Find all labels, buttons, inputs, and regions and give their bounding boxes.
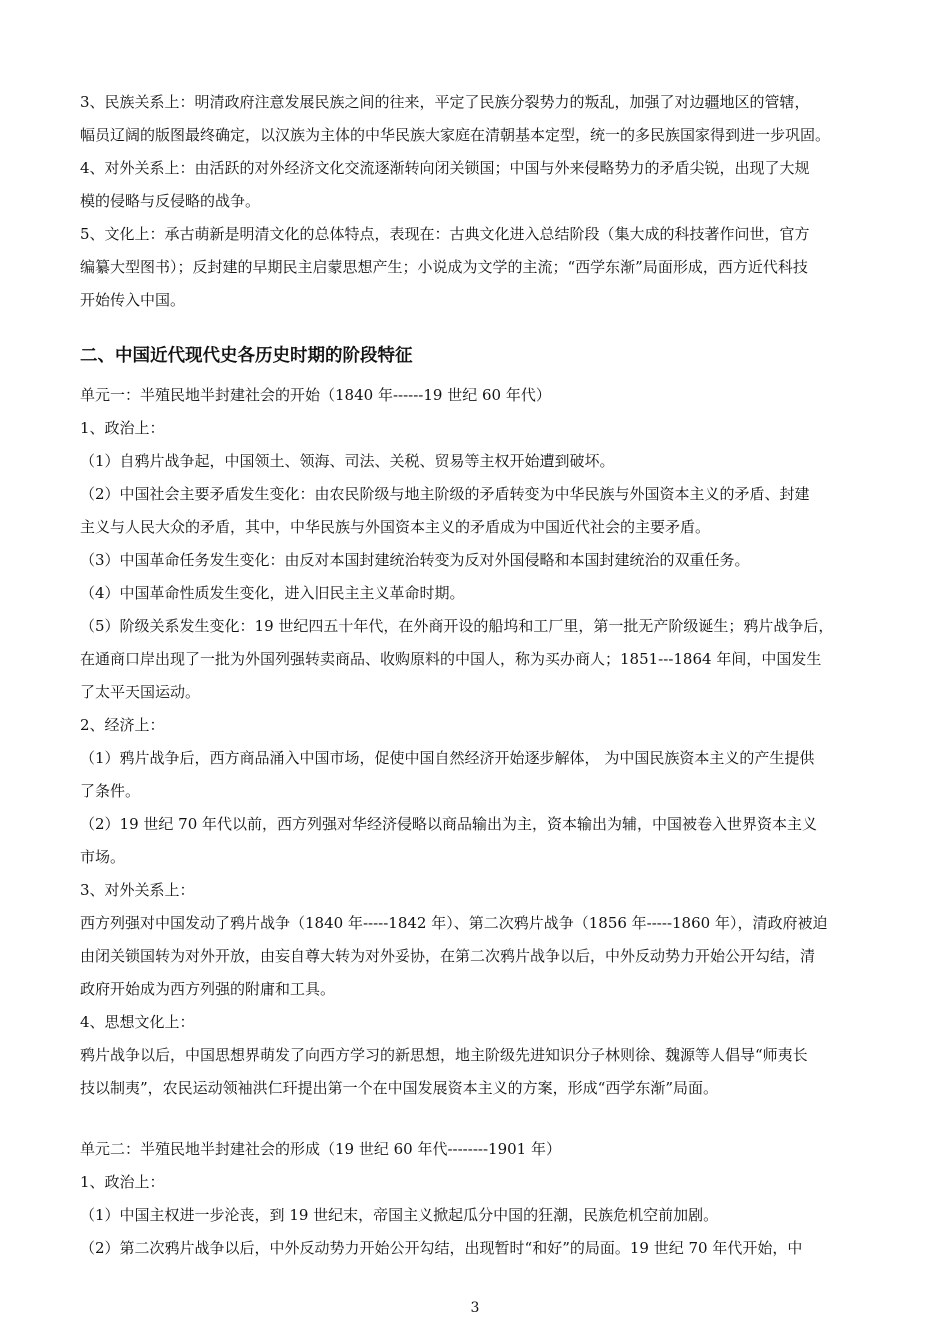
text-line: （1）中国主权进一步沦丧，到 19 世纪末，帝国主义掀起瓜分中国的狂潮，民族危机空前加剧。 [80,1206,719,1224]
text-line: 幅员辽阔的版图最终确定，以汉族为主体的中华民族大家庭在清朝基本定型，统一的多民族国家得到进一步巩固。 [80,126,831,144]
text-line: 2、经济上： [80,716,165,734]
text-line: 鸦片战争以后，中国思想界萌发了向西方学习的新思想，地主阶级先进知识分子林则徐、魏源等人倡导“师夷长 [80,1046,808,1064]
paragraph-ethnic-relations [80,86,874,152]
page-number: 3 [470,1300,480,1316]
paragraph-culture [80,218,874,317]
text-line: 市场。 [80,848,126,866]
text-line: （1）自鸦片战争起，中国领土、领海、司法、关税、贸易等主权开始遭到破坏。 [80,452,615,470]
text-line: 5、文化上：承古萌新是明清文化的总体特点，表现在：古典文化进入总结阶段（集大成的科技著作问世，官方 [80,225,810,243]
text-line: 编纂大型图书）；反封建的早期民主启蒙思想产生；小说成为文学的主流；“西学东渐”局面形成，西方近代科技 [80,258,808,276]
text-line: （1）鸦片战争后，西方商品涌入中国市场，促使中国自然经济开始逐步解体， 为中国民族资本主义的产生提供 [80,749,815,767]
text-line: 了太平天国运动。 [80,683,201,701]
unit-two [80,1133,874,1265]
text-line: 开始传入中国。 [80,291,186,309]
text-line: （2）第二次鸦片战争以后，中外反动势力开始公开勾结，出现暂时“和好”的局面。19 世纪 70 年代开始，中 [80,1239,803,1257]
text-line: 在通商口岸出现了一批为外国列强转卖商品、收购原料的中国人，称为买办商人；1851---1864 年间，中国发生 [80,650,822,668]
text-line: （4）中国革命性质发生变化，进入旧民主主义革命时期。 [80,584,465,602]
text-line: 西方列强对中国发动了鸦片战争（1840 年-----1842 年）、第二次鸦片战争（1856 年-----1860 年），清政府被迫 [80,914,828,932]
text-line: 1、政治上： [80,1173,165,1191]
unit-one [80,379,874,1105]
paragraph-foreign-relations [80,152,874,218]
text-line: 了条件。 [80,782,141,800]
text-line: 模的侵略与反侵略的战争。 [80,192,261,210]
text-line: 3、对外关系上： [80,881,195,899]
text-line: 1、政治上： [80,419,165,437]
text-line: 由闭关锁国转为对外开放，由妄自尊大转为对外妥协，在第二次鸦片战争以后，中外反动势力开始公开勾结，清 [80,947,816,965]
text-line: （2）19 世纪 70 年代以前，西方列强对华经济侵略以商品输出为主，资本输出为辅，中国被卷入世界资本主义 [80,815,818,833]
text-line: 主义与人民大众的矛盾，其中，中华民族与外国资本主义的矛盾成为中国近代社会的主要矛盾。 [80,518,711,536]
text-line: 3、民族关系上：明清政府注意发展民族之间的往来，平定了民族分裂势力的叛乱，加强了对边疆地区的管辖， [80,93,810,111]
text-line: 政府开始成为西方列强的附庸和工具。 [80,980,336,998]
spacer [80,1105,874,1133]
text-line: （2）中国社会主要矛盾发生变化：由农民阶级与地主阶级的矛盾转变为中华民族与外国资本主义的矛盾、封建 [80,485,810,503]
text-line: 4、思想文化上： [80,1013,195,1031]
section-heading: 二、中国近代现代史各历史时期的阶段特征 [80,346,413,366]
text-line: 技以制夷”，农民运动领袖洪仁玕提出第一个在中国发展资本主义的方案，形成“西学东渐”局面。 [80,1079,719,1097]
text-line: （5）阶级关系发生变化：19 世纪四五十年代，在外商开设的船坞和工厂里，第一批无产阶级诞生；鸦片战争后， [80,617,834,635]
unit-title: 单元二：半殖民地半封建社会的形成（19 世纪 60 年代--------1901 年） [80,1140,561,1158]
text-line: （3）中国革命任务发生变化：由反对本国封建统治转变为反对外国侵略和本国封建统治的双重任务。 [80,551,750,569]
unit-title: 单元一：半殖民地半封建社会的开始（1840 年------19 世纪 60 年代） [80,386,551,404]
text-line: 4、对外关系上：由活跃的对外经济文化交流逐渐转向闭关锁国；中国与外来侵略势力的矛盾尖锐，出现了大规 [80,159,810,177]
spacer [80,317,874,339]
